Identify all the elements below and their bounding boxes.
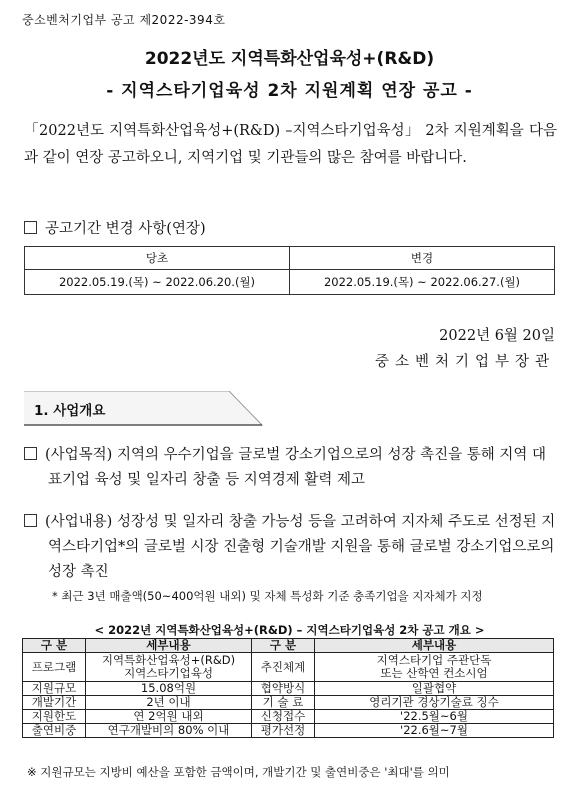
overview-caption: < 2022년 지역특화산업육성+(R&D) – 지역스타기업육성 2차 공고 개요 > xyxy=(94,623,485,637)
notice-number: 중소벤처기업부 공고 제2022-394호 xyxy=(22,13,226,27)
overview-table xyxy=(22,638,554,738)
footnote: * 최근 3년 매출액(50~400억원 내외) 및 자체 특성화 기준 충족기업을 지자체가 지정 xyxy=(52,589,483,603)
change-header-changed: 변경 xyxy=(290,247,555,270)
checkbox-square-icon xyxy=(24,447,37,460)
table-cell: 15.08억원 xyxy=(86,682,252,696)
change-value-changed: 2022.05.19.(목) ~ 2022.06.27.(월) xyxy=(290,270,555,295)
checkbox-square-icon xyxy=(24,514,37,527)
issuing-org: 중소벤처기업부장관 xyxy=(374,354,555,370)
section-banner xyxy=(24,391,264,427)
notice-date: 2022년 6월 20일 xyxy=(439,328,555,344)
table-row xyxy=(23,653,554,682)
table-row xyxy=(23,682,554,696)
table-cell: 연 2억원 내외 xyxy=(86,710,252,724)
table-cell: 개발기간 xyxy=(23,696,86,710)
table-row xyxy=(23,696,554,710)
table-cell: 기 술 료 xyxy=(252,696,315,710)
table-cell: 지원규모 xyxy=(23,682,86,696)
change-heading-text: 공고기간 변경 사항(연장) xyxy=(45,221,206,237)
table-cell: 지역스타기업 주관단독 또는 산학연 컨소시엄 xyxy=(315,653,554,682)
table-cell: 연구개발비의 80% 이내 xyxy=(86,724,252,738)
table-cell: 신청접수 xyxy=(252,710,315,724)
content-text: (사업내용) 성장성 및 일자리 창출 가능성 등을 고려하여 지자체 주도로 선정된 지역스타기업*의 글로벌 시장 진출형 기술개발 지원을 통해 글로벌 강소기업으로의 성장 촉진 xyxy=(45,514,556,580)
overview-header: 구 분 xyxy=(23,639,86,653)
purpose-text: (사업목적) 지역의 우수기업을 글로벌 강소기업으로의 성장 촉진을 통해 지역 대표기업 육성 및 일자리 창출 등 지역경제 활력 제고 xyxy=(45,447,547,488)
title-line-1: 2022년도 지역특화산업육성+(R&D) xyxy=(144,49,435,69)
table-cell: 프로그램 xyxy=(23,653,86,682)
title-line-2: - 지역스타기업육성 2차 지원계획 연장 공고 - xyxy=(106,81,473,101)
section1-item-content xyxy=(24,510,557,585)
table-cell: 2년 이내 xyxy=(86,696,252,710)
change-section-heading xyxy=(24,217,206,238)
table-cell: 평가선정 xyxy=(252,724,315,738)
table-row xyxy=(23,724,554,738)
change-value-original: 2022.05.19.(목) ~ 2022.06.20.(월) xyxy=(25,270,290,295)
overview-header: 구 분 xyxy=(252,639,315,653)
intro-paragraph: 「2022년도 지역특화산업육성+(R&D) –지역스타기업육성」 2차 지원계획을 다음과 같이 연장 공고하오니, 지역기업 및 기관들의 많은 참여를 바랍니다. xyxy=(24,123,557,166)
table-cell: '22.6월~7월 xyxy=(315,724,554,738)
table-row xyxy=(23,710,554,724)
table-cell: 지원한도 xyxy=(23,710,86,724)
table-cell: 지역특화산업육성+(R&D) 지역스타기업육성 xyxy=(86,653,252,682)
overview-note: ※ 지원규모는 지방비 예산을 포함한 금액이며, 개발기간 및 출연비중은 '최대'를 의미 xyxy=(27,765,450,779)
table-cell: 협약방식 xyxy=(252,682,315,696)
table-cell: 추진체계 xyxy=(252,653,315,682)
overview-header: 세부내용 xyxy=(86,639,252,653)
overview-header: 세부내용 xyxy=(315,639,554,653)
table-cell: 영리기관 경상기술료 징수 xyxy=(315,696,554,710)
section1-item-purpose xyxy=(24,443,557,493)
table-cell: '22.5월~6월 xyxy=(315,710,554,724)
change-header-original: 당초 xyxy=(25,247,290,270)
table-cell: 출연비중 xyxy=(23,724,86,738)
section1-title: 1. 사업개요 xyxy=(34,403,106,419)
table-cell: 일괄협약 xyxy=(315,682,554,696)
change-table xyxy=(24,246,555,295)
checkbox-square-icon xyxy=(24,221,37,234)
